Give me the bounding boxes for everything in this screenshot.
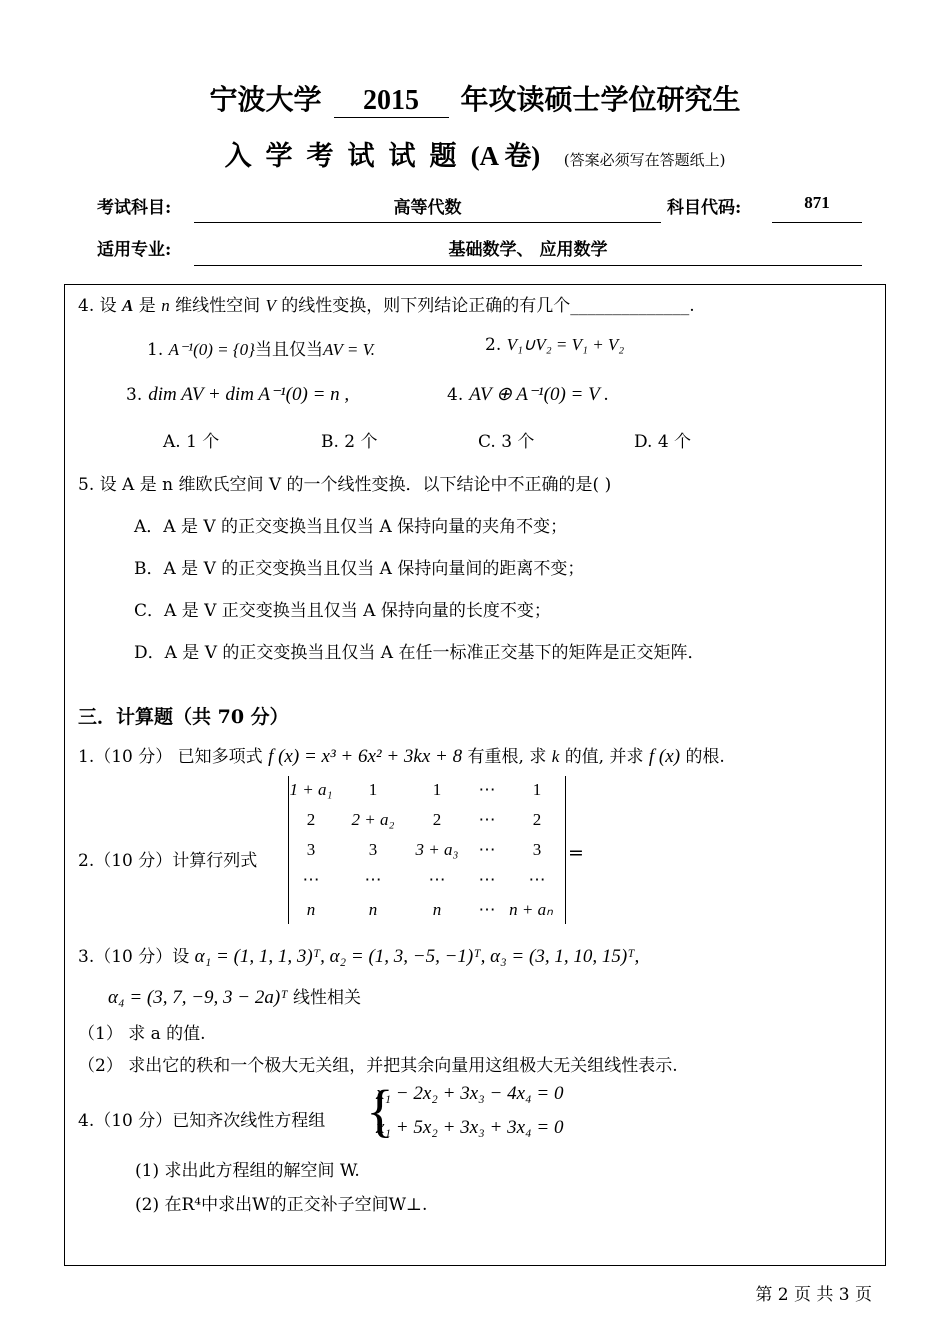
det-cell: ⋯ [528, 870, 546, 889]
code-underline [772, 222, 862, 223]
exam-year: 2015 [334, 85, 449, 118]
det-cell: ⋯ [478, 870, 496, 889]
q4-option-c: C. 3 个 [478, 432, 535, 452]
system-brace: { [366, 1078, 394, 1143]
problem-1: 1.（10 分） 已知多项式 f (x) = x³ + 6x² + 3kx + 8 有重根, 求 k 的值, 并求 f (x) 的根. [78, 746, 725, 767]
q4-option-b: B. 2 个 [321, 432, 378, 452]
major-label: 适用专业: [97, 240, 172, 260]
problem-4-part1: (1) 求出此方程组的解空间 W. [135, 1161, 360, 1181]
major-underline [194, 265, 862, 266]
q5-option-c: C．A 是 V 正交变换当且仅当 A 保持向量的长度不变； [134, 601, 551, 621]
volume-label: (A 卷) [470, 141, 541, 171]
q4-option-a: A. 1 个 [163, 432, 220, 452]
det-cell: n [368, 900, 378, 919]
q5-stem: 5. 设 A 是 n 维欧氏空间 V 的一个线性变换．以下结论中不正确的是( ) [78, 475, 612, 495]
det-cell: 3 [368, 840, 378, 859]
title-rest: 年攻读硕士学位研究生 [460, 83, 741, 116]
q4-option-d: D. 4 个 [634, 432, 692, 452]
det-cell: n [432, 900, 442, 919]
problem-2-label: 2.（10 分）计算行列式 [78, 851, 258, 871]
det-cell: 3 [532, 840, 542, 859]
subject-underline [194, 222, 661, 223]
det-cell: ⋯ [428, 870, 446, 889]
q4-statement-4: 4. AV ⊕ A⁻¹(0) = V . [447, 384, 609, 405]
problem-3-line2: α₄ = (3, 7, −9, 3 − 2a)ᵀ 线性相关 [108, 987, 361, 1008]
det-cell: 1 [532, 780, 542, 799]
det-cell: 2 [306, 810, 316, 829]
section-3-title: 三．计算题（共 70 分） [78, 706, 289, 728]
q4-statement-1: 1. A⁻¹(0) = {0}当且仅当AV = V. [147, 340, 376, 360]
major-value: 基础数学、 应用数学 [448, 240, 608, 260]
problem-3-part2: （2） 求出它的秩和一个极大无关组，并把其余向量用这组极大无关组线性表示. [78, 1056, 678, 1076]
det-cell: 1 [368, 780, 378, 799]
det-cell: ⋯ [302, 870, 320, 889]
university-name: 宁波大学 [209, 83, 322, 116]
equation-2: x₁ + 5x₂ + 3x₃ + 3x₄ = 0 [376, 1117, 564, 1138]
q5-option-b: B．A 是 V 的正交变换当且仅当 A 保持向量间的距离不变； [134, 559, 585, 579]
q4-statement-2: 2. V₁∪V₂ = V₁ + V₂ [485, 335, 625, 355]
det-cell: ⋯ [478, 900, 496, 919]
det-cell: 2 [432, 810, 442, 829]
code-value: 871 [804, 193, 830, 212]
subject-value: 高等代数 [393, 198, 462, 218]
det-cell: n + aₙ [509, 900, 553, 919]
problem-4-label: 4.（10 分）已知齐次线性方程组 [78, 1111, 326, 1131]
q4-statement-3: 3. dim AV + dim A⁻¹(0) = n , [126, 384, 350, 405]
det-cell: 3 [306, 840, 316, 859]
problem-3: 3.（10 分）设 α₁ = (1, 1, 1, 3)ᵀ, α₂ = (1, 3, −5, −1)ᵀ, α₃ = (3, 1, 10, 15)ᵀ, [78, 946, 640, 967]
det-cell: 1 [432, 780, 442, 799]
subject-label: 考试科目: [97, 198, 172, 218]
determinant-equals: = [568, 842, 584, 864]
det-cell: ⋯ [478, 780, 496, 799]
q4-stem: 4. 设 A 是 n 维线性空间 V 的线性变换，则下列结论正确的有几个______________. [78, 296, 695, 316]
answer-note: (答案必须写在答题纸上) [563, 151, 726, 169]
det-cell: ⋯ [364, 870, 382, 889]
code-label: 科目代码: [667, 198, 742, 218]
exam-title [0, 78, 950, 118]
det-cell: ⋯ [478, 810, 496, 829]
determinant [288, 776, 566, 924]
q5-option-a: A．A 是 V 的正交变换当且仅当 A 保持向量的夹角不变； [134, 517, 568, 537]
det-cell: 2 [532, 810, 542, 829]
exam-subtitle [0, 134, 950, 173]
problem-3-part1: （1） 求 a 的值. [78, 1024, 206, 1044]
det-cell: 3 + a₃ [415, 840, 459, 859]
subtitle-text: 入学考试试题 [224, 141, 471, 172]
problem-4-part2: (2) 在R⁴中求出W的正交补子空间W⊥. [135, 1195, 428, 1215]
det-cell: ⋯ [478, 840, 496, 859]
page-number: 第 2 页 共 3 页 [755, 1285, 872, 1305]
equation-1: x₁ − 2x₂ + 3x₃ − 4x₄ = 0 [376, 1083, 564, 1104]
q5-option-d: D．A 是 V 的正交变换当且仅当 A 在任一标准正交基下的矩阵是正交矩阵． [134, 643, 705, 663]
det-cell: 1 + a₁ [289, 780, 333, 799]
det-cell: 2 + a₂ [351, 810, 395, 829]
det-cell: n [306, 900, 316, 919]
